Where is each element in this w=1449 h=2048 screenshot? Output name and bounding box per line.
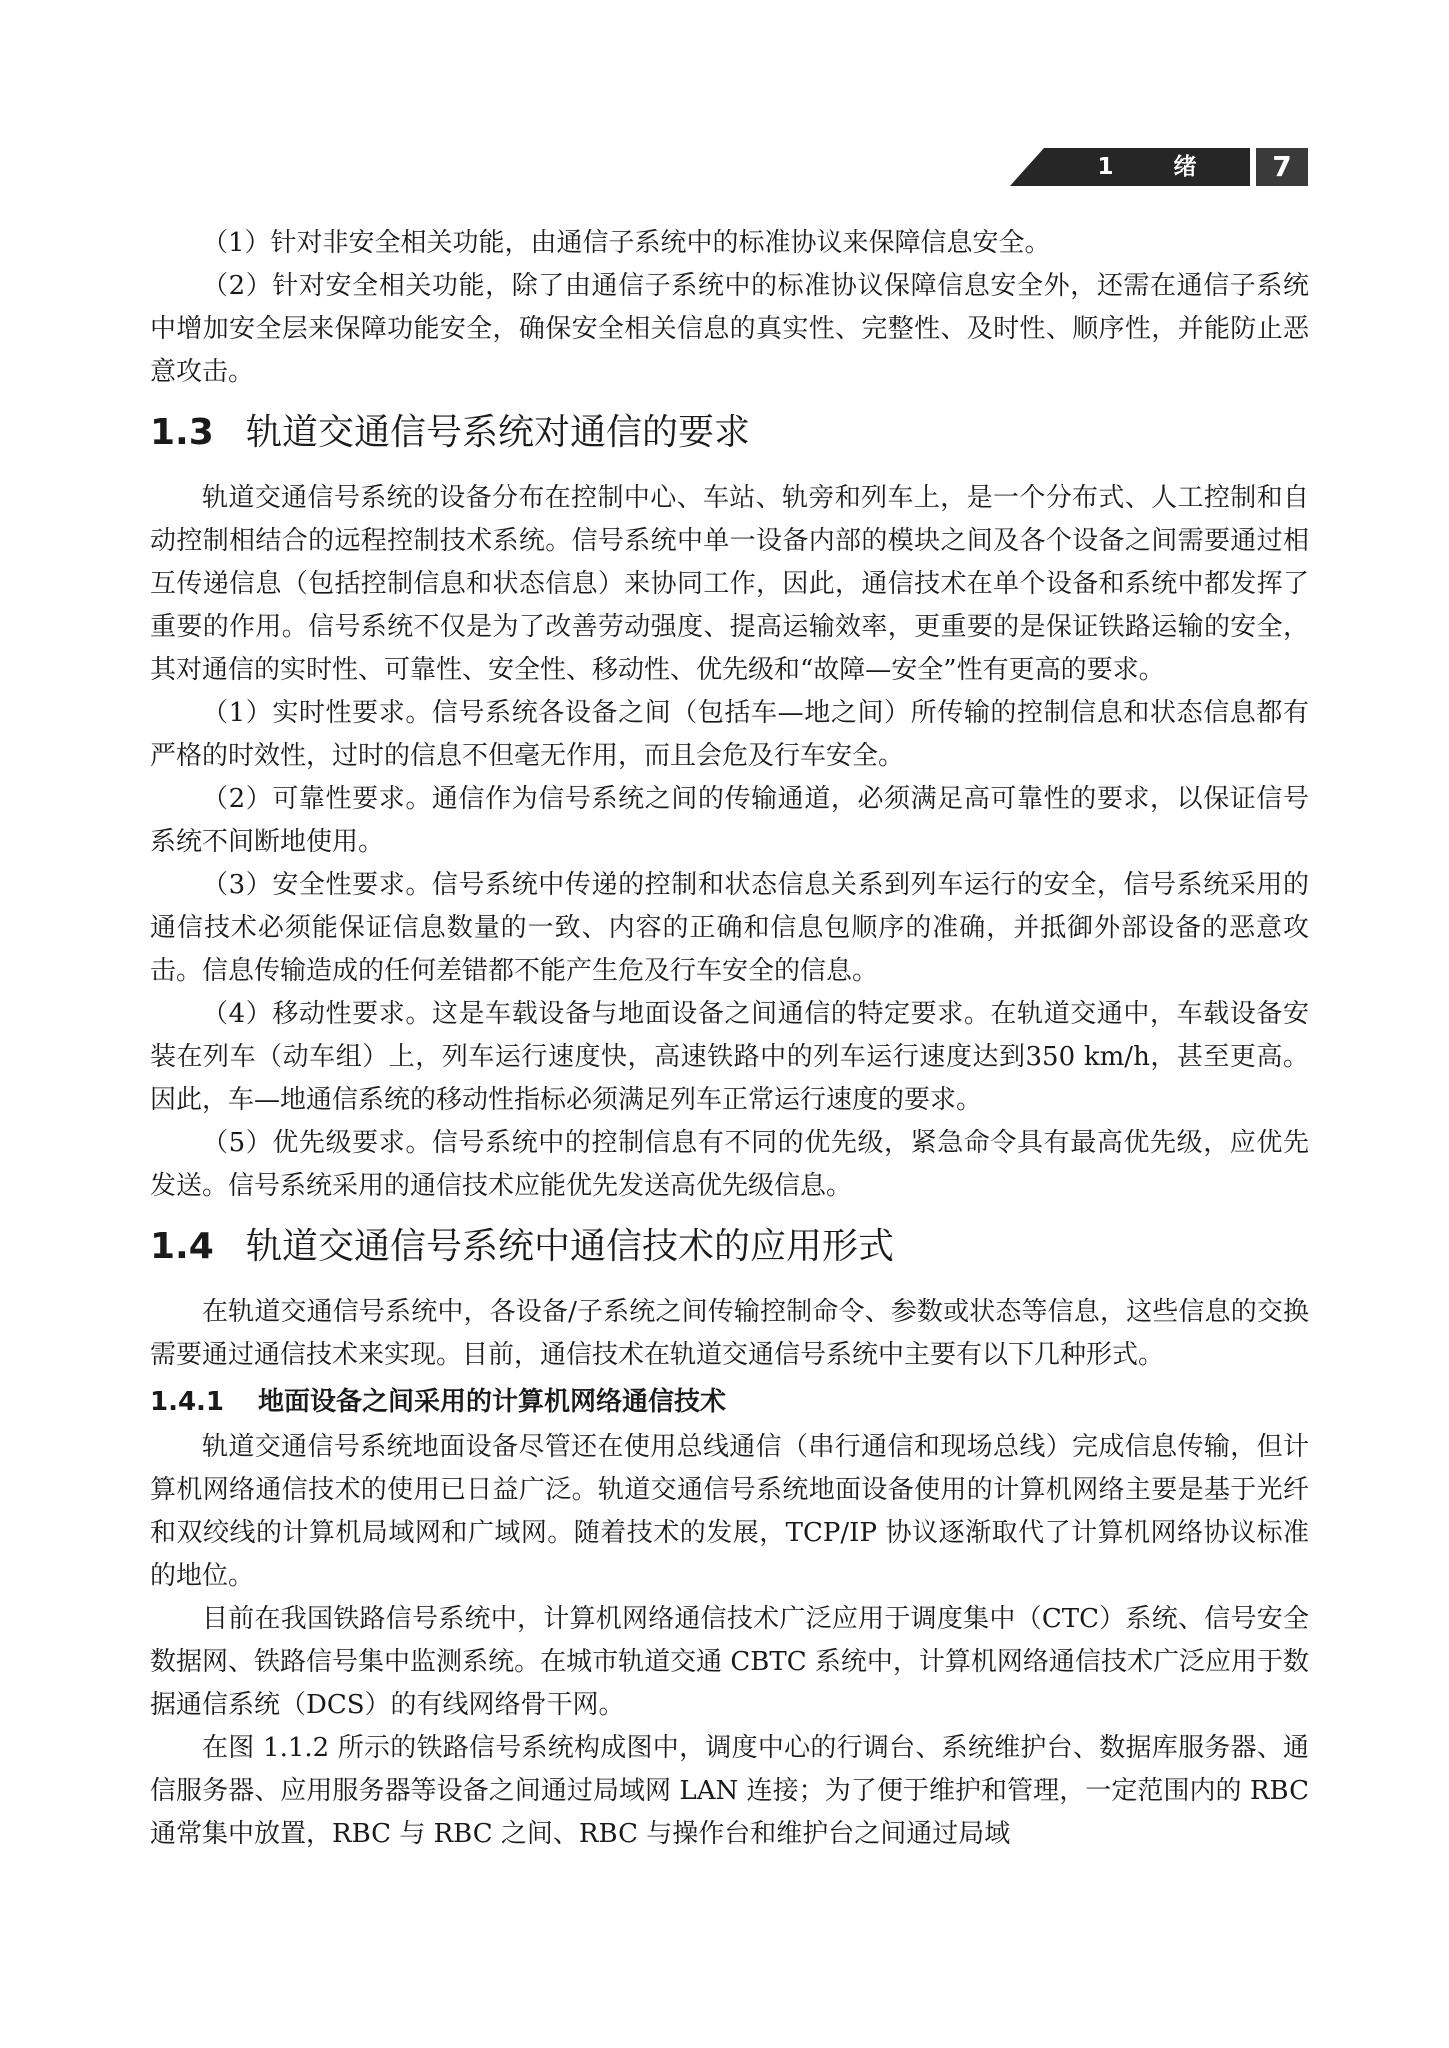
section-title: 轨道交通信号系统对通信的要求 [246,412,751,453]
section-heading-1-3 [150,407,1309,459]
section-number: 1.4 [150,1226,214,1267]
section-number: 1.3 [150,412,214,453]
paragraph: （4）移动性要求。这是车载设备与地面设备之间通信的特定要求。在轨道交通中，车载设备安装在列车（动车组）上，列车运行速度快，高速铁路中的列车运行速度达到350 km/h，甚至更高。因此，车—地通信系统的移动性指标必须满足列车正常运行速度的要求。 [150,999,1309,1115]
subsection-heading-1-4-1 [150,1381,1309,1424]
section-title: 轨道交通信号系统中通信技术的应用形式 [246,1226,895,1267]
section-heading-1-4 [150,1221,1309,1273]
subsection-number: 1.4.1 [150,1387,225,1417]
paragraph: （1）实时性要求。信号系统各设备之间（包括车—地之间）所传输的控制信息和状态信息都有严格的时效性，过时的信息不但毫无作用，而且会危及行车安全。 [150,698,1309,771]
paragraph: （5）优先级要求。信号系统中的控制信息有不同的优先级，紧急命令具有最高优先级，应优先发送。信号系统采用的通信技术应能优先发送高优先级信息。 [150,1128,1309,1201]
page-number: 7 [1256,148,1308,186]
paragraph: 轨道交通信号系统地面设备尽管还在使用总线通信（串行通信和现场总线）完成信息传输，但计算机网络通信技术的使用已日益广泛。轨道交通信号系统地面设备使用的计算机网络主要是基于光纤和双绞线的计算机局域网和广域网。随着技术的发展，TCP/IP 协议逐渐取代了计算机网络协议标准的地位。 [150,1432,1309,1591]
page-body [150,222,1309,1856]
subsection-title: 地面设备之间采用的计算机网络通信技术 [258,1387,727,1417]
paragraph: （1）针对非安全相关功能，由通信子系统中的标准协议来保障信息安全。 [202,228,1051,258]
paragraph: （2）针对安全相关功能，除了由通信子系统中的标准协议保障信息安全外，还需在通信子系统中增加安全层来保障功能安全，确保安全相关信息的真实性、完整性、及时性、顺序性，并能防止恶意攻击。 [150,271,1309,387]
chapter-label: 1 绪 论 [1097,154,1223,218]
paragraph: （2）可靠性要求。通信作为信号系统之间的传输通道，必须满足高可靠性的要求，以保证信号系统不间断地使用。 [150,784,1309,857]
running-header [1010,148,1308,218]
paragraph: 在轨道交通信号系统中，各设备/子系统之间传输控制命令、参数或状态等信息，这些信息的交换需要通过通信技术来实现。目前，通信技术在轨道交通信号系统中主要有以下几种形式。 [150,1297,1309,1370]
paragraph: 在图 1.1.2 所示的铁路信号系统构成图中，调度中心的行调台、系统维护台、数据库服务器、通信服务器、应用服务器等设备之间通过局域网 LAN 连接；为了便于维护和管理，一定范围内的 RBC 通常集中放置，RBC 与 RBC 之间、RBC 与操作台和维护台之间通过局域 [150,1733,1309,1849]
paragraph: 目前在我国铁路信号系统中，计算机网络通信技术广泛应用于调度集中（CTC）系统、信号安全数据网、铁路信号集中监测系统。在城市轨道交通 CBTC 系统中，计算机网络通信技术广泛应用于数据通信系统（DCS）的有线网络骨干网。 [150,1604,1309,1720]
paragraph: 轨道交通信号系统的设备分布在控制中心、车站、轨旁和列车上，是一个分布式、人工控制和自动控制相结合的远程控制技术系统。信号系统中单一设备内部的模块之间及各个设备之间需要通过相互传递信息（包括控制信息和状态信息）来协同工作，因此，通信技术在单个设备和系统中都发挥了重要的作用。信号系统不仅是为了改善劳动强度、提高运输效率，更重要的是保证铁路运输的安全，其对通信的实时性、可靠性、安全性、移动性、优先级和“故障—安全”性有更高的要求。 [150,483,1309,685]
paragraph: （3）安全性要求。信号系统中传递的控制和状态信息关系到列车运行的安全，信号系统采用的通信技术必须能保证信息数量的一致、内容的正确和信息包顺序的准确，并抵御外部设备的恶意攻击。信息传输造成的任何差错都不能产生危及行车安全的信息。 [150,870,1309,986]
